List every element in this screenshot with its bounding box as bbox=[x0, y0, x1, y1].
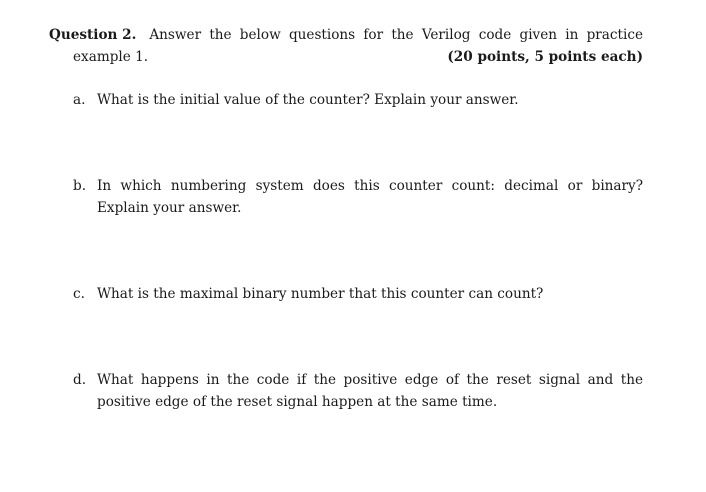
sub-question-text: What is the maximal binary number that this counter can count? bbox=[97, 286, 544, 302]
question-intro-text: Answer the below questions for the Verilog code given in practice bbox=[149, 27, 643, 43]
question-intro-text-continued: example 1. bbox=[73, 49, 149, 65]
sub-question-a bbox=[73, 89, 643, 111]
sub-question-d bbox=[73, 369, 643, 413]
sub-question-marker: d. bbox=[73, 372, 87, 388]
sub-question-marker: b. bbox=[73, 178, 87, 194]
question-intro-continuation bbox=[49, 46, 643, 68]
question-header bbox=[49, 24, 643, 68]
sub-question-text: What happens in the code if the positive edge of the reset signal and the positive edge of the reset signal happen at the same time. bbox=[97, 372, 643, 410]
sub-question-b bbox=[73, 175, 643, 219]
sub-question-marker: a. bbox=[73, 92, 86, 108]
question-points: (20 points, 5 points each) bbox=[447, 49, 643, 65]
sub-question-marker: c. bbox=[73, 286, 85, 302]
question-number: Question 2. bbox=[49, 27, 137, 43]
sub-question-c bbox=[73, 283, 643, 305]
sub-question-text: What is the initial value of the counter? Explain your answer. bbox=[97, 92, 519, 108]
sub-question-text: In which numbering system does this counter count: decimal or binary? Explain your answer. bbox=[97, 178, 643, 216]
question-intro-line bbox=[49, 24, 643, 46]
